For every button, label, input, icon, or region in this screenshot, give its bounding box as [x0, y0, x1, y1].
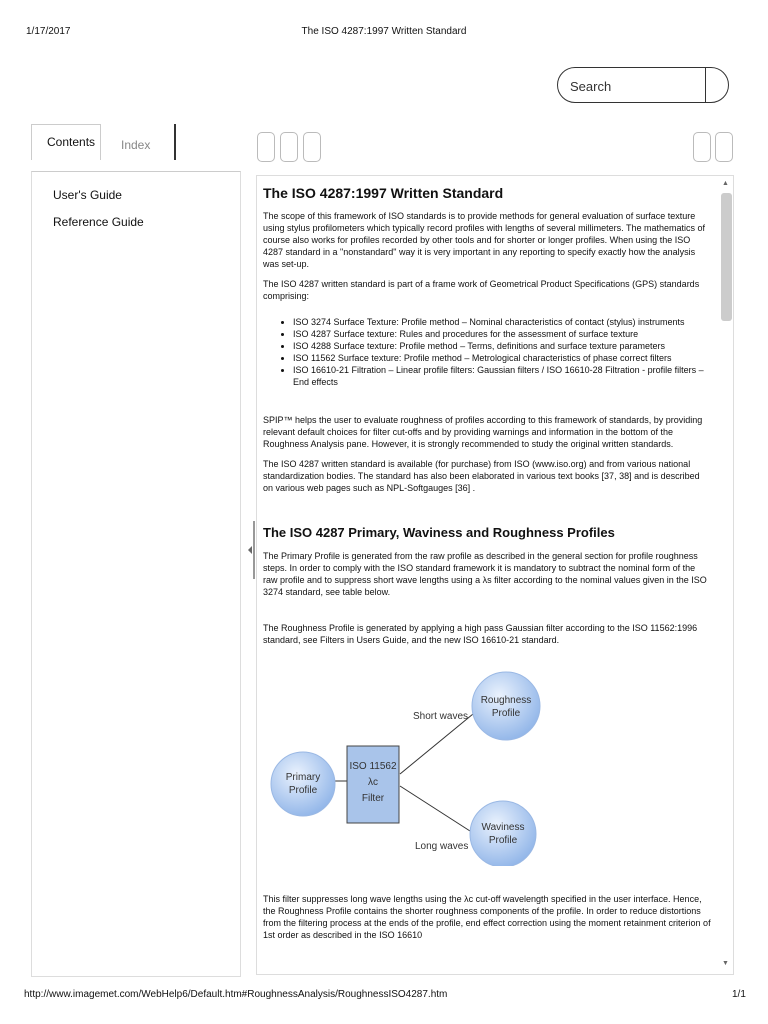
filter-label-1: ISO 11562 [349, 761, 397, 772]
connector-line [400, 714, 473, 774]
tab-contents-label: Contents [47, 135, 96, 149]
roughness-profile-node [472, 672, 540, 740]
long-waves-label: Long waves [415, 841, 469, 852]
short-waves-label: Short waves [413, 711, 469, 722]
filter-label-2: λc [368, 777, 378, 788]
tab-index-label: Index [121, 138, 151, 152]
toolbar-button-5[interactable] [715, 132, 733, 162]
primary-label-2: Profile [288, 785, 318, 796]
topic-content [256, 175, 734, 975]
primary-profile-node [271, 752, 335, 816]
sidebar-item-users-guide[interactable]: User's Guide [53, 188, 122, 202]
list-item: • ISO 4287 Surface texture: Rules and procedures for the assessment of surface texture [293, 328, 711, 340]
toolbar-button-1[interactable] [257, 132, 275, 162]
toolbar-button-4[interactable] [693, 132, 711, 162]
collapse-arrow-icon [248, 546, 252, 554]
paragraph: This filter suppresses long wave lengths using the λc cut-off wavelength specified in the user interface. Hence, the Roughness Profile contains the shorter roughness components of the profile. In order to reduce distortions from the filtering process at the ends of the profile, end effect correction using the moment retainment criterion of 1st order as described in the ISO 16610 [263, 894, 711, 940]
paragraph: The scope of this framework of ISO standards is to provide methods for general evaluation of surface texture using stylus profilometers which typically record profiles with lengths of several millimeters. The mathematics of course also works for profiles recorded by other tools and for shorter or longer profiles. When using the ISO 4287 standard in a "nonstandard" way it is very important in any reporting to specify exactly how the analysis was set-up. [263, 211, 706, 269]
print-date: 1/17/2017 [26, 26, 71, 37]
topic-title: The ISO 4287:1997 Written Standard [263, 185, 504, 201]
list-item: • ISO 16610-21 Filtration – Linear profile filters: Gaussian filters / ISO 16610-28 Filtration - profile filters – End effects [293, 364, 711, 388]
paragraph: The Roughness Profile is generated by applying a high pass Gaussian filter according to the ISO 11562:1996 standard, see Filters in Users Guide, and the new ISO 16610-21 standard. [263, 623, 698, 645]
print-url: http://www.imagemet.com/WebHelp6/Default.htm#RoughnessAnalysis/RoughnessISO4287.htm [24, 989, 448, 1000]
roughness-label-2: Profile [491, 708, 521, 719]
scroll-down-icon[interactable]: ▼ [722, 960, 729, 967]
roughness-label-1: Roughness [480, 695, 532, 706]
collapse-sidebar-handle[interactable] [247, 521, 255, 579]
scroll-up-icon[interactable]: ▲ [722, 180, 729, 187]
filter-label-3: Filter [361, 793, 385, 804]
paragraph: SPIP™ helps the user to evaluate roughness of profiles according to this framework of standards, by providing relevant default choices for filter cut-offs and by providing warnings and information in the bottom of the Roughness Analysis pane. However, it is strongly recommended to study the original written standards. [263, 415, 703, 449]
toolbar-button-3[interactable] [303, 132, 321, 162]
toolbar-button-2[interactable] [280, 132, 298, 162]
paragraph: The ISO 4287 written standard is available (for purchase) from ISO (www.iso.org) and from various national standardization bodies. The standard has also been elaborated in various text books [37, 38] and is described on various web pages such as NPL-Softgauges [36] . [263, 459, 700, 493]
toc-sidebar [31, 171, 241, 977]
connector-line [400, 786, 470, 831]
waviness-label-1: Waviness [481, 822, 525, 833]
search-input[interactable] [568, 75, 712, 97]
print-title: The ISO 4287:1997 Written Standard [301, 26, 467, 37]
waviness-label-2: Profile [488, 835, 518, 846]
tab-contents[interactable] [31, 124, 101, 160]
list-item: • ISO 4288 Surface texture: Profile method – Terms, definitions and surface texture parameters [293, 340, 711, 352]
waviness-profile-node [470, 801, 536, 866]
list-item: • ISO 3274 Surface Texture: Profile method – Nominal characteristics of contact (stylus) instruments [293, 316, 711, 328]
print-page-number: 1/1 [732, 989, 746, 1000]
tab-index[interactable] [102, 124, 176, 160]
standards-list [263, 316, 711, 388]
scrollbar-thumb[interactable] [721, 193, 732, 321]
paragraph: The Primary Profile is generated from the raw profile as described in the general section for profile roughness steps. In order to comply with the ISO standard framework it is mandatory to subtract the nominal form of the raw profile and to suppress short wave lengths using a λs filter according to the nominal values given in the ISO 3274 standard, see table below. [263, 551, 707, 597]
list-item: • ISO 11562 Surface texture: Profile method – Metrological characteristics of phase correct filters [293, 352, 711, 364]
sidebar-item-reference-guide[interactable]: Reference Guide [53, 215, 144, 229]
search-box[interactable] [557, 67, 729, 103]
search-button-divider[interactable] [705, 68, 706, 102]
paragraph: The ISO 4287 written standard is part of a frame work of Geometrical Product Specifications (GPS) standards comprising: [263, 279, 700, 301]
section-heading: The ISO 4287 Primary, Waviness and Roughness Profiles [263, 525, 615, 540]
primary-label-1: Primary [285, 772, 321, 783]
filter-diagram [263, 666, 563, 866]
